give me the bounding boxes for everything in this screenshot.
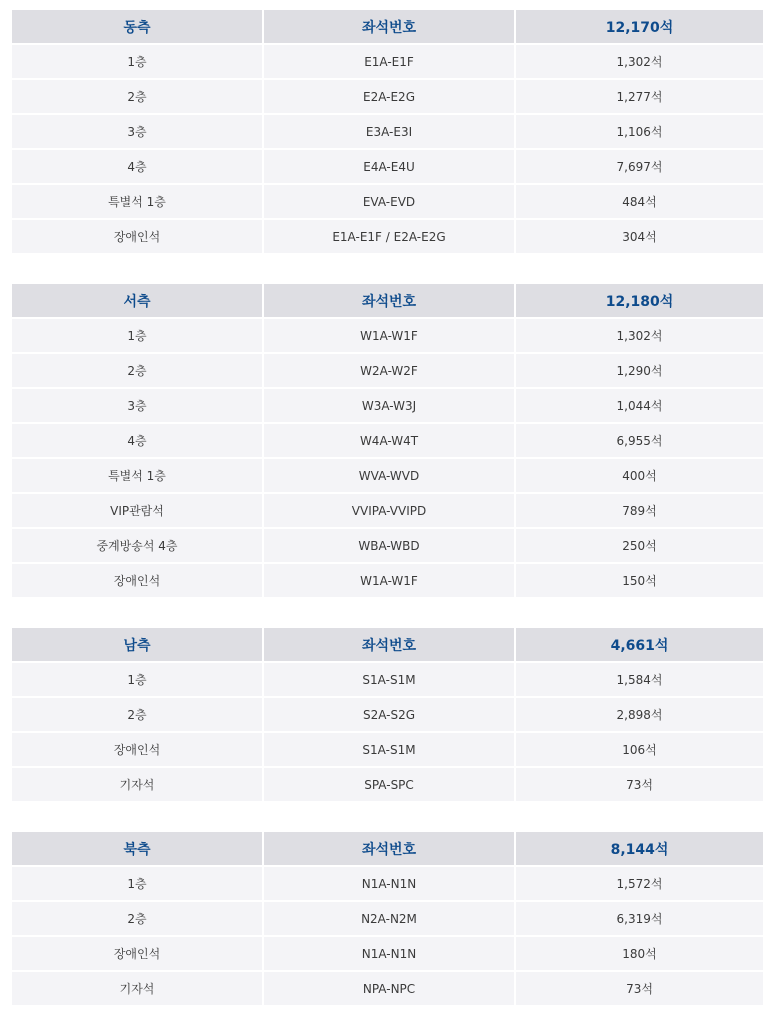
- seat-count-cell: 73석: [514, 970, 763, 1005]
- floor-cell: 2층: [12, 900, 262, 935]
- table-row: [12, 696, 763, 731]
- zone-header: 서측: [12, 284, 262, 317]
- floor-cell: 중계방송석 4층: [12, 527, 262, 562]
- floor-cell: 2층: [12, 696, 262, 731]
- seat-range-cell: EVA-EVD: [262, 183, 514, 218]
- table-row: [12, 43, 763, 78]
- seat-count-cell: 106석: [514, 731, 763, 766]
- floor-cell: 특별석 1층: [12, 457, 262, 492]
- seat-range-cell: NPA-NPC: [262, 970, 514, 1005]
- table-row: [12, 148, 763, 183]
- seat-number-header: 좌석번호: [262, 628, 514, 661]
- seat-range-cell: S1A-S1M: [262, 731, 514, 766]
- floor-cell: 3층: [12, 387, 262, 422]
- zone-header: 북측: [12, 832, 262, 865]
- floor-cell: VIP관람석: [12, 492, 262, 527]
- table-row: [12, 970, 763, 1005]
- table-row: [12, 422, 763, 457]
- table-header-row: [12, 832, 763, 865]
- table-row: [12, 562, 763, 597]
- seat-count-cell: 1,584석: [514, 661, 763, 696]
- seat-count-cell: 1,302석: [514, 43, 763, 78]
- floor-cell: 기자석: [12, 970, 262, 1005]
- seat-range-cell: N1A-N1N: [262, 865, 514, 900]
- floor-cell: 2층: [12, 352, 262, 387]
- seat-range-cell: E1A-E1F / E2A-E2G: [262, 218, 514, 253]
- floor-cell: 2층: [12, 78, 262, 113]
- table-header-row: [12, 284, 763, 317]
- seat-count-cell: 1,572석: [514, 865, 763, 900]
- seat-table-east: [12, 10, 763, 253]
- seat-count-cell: 304석: [514, 218, 763, 253]
- seat-count-cell: 789석: [514, 492, 763, 527]
- zone-total-header: 4,661석: [514, 628, 763, 661]
- table-row: [12, 183, 763, 218]
- seat-count-cell: 1,044석: [514, 387, 763, 422]
- seat-table-west: [12, 284, 763, 597]
- zone-total-header: 12,180석: [514, 284, 763, 317]
- seat-table-south: [12, 628, 763, 801]
- floor-cell: 1층: [12, 317, 262, 352]
- zone-total-header: 8,144석: [514, 832, 763, 865]
- seat-count-cell: 7,697석: [514, 148, 763, 183]
- seat-range-cell: E2A-E2G: [262, 78, 514, 113]
- floor-cell: 기자석: [12, 766, 262, 801]
- zone-header: 남측: [12, 628, 262, 661]
- floor-cell: 장애인석: [12, 731, 262, 766]
- table-header-row: [12, 10, 763, 43]
- seat-range-cell: S1A-S1M: [262, 661, 514, 696]
- seat-count-cell: 150석: [514, 562, 763, 597]
- floor-cell: 1층: [12, 43, 262, 78]
- seat-range-cell: W4A-W4T: [262, 422, 514, 457]
- floor-cell: 1층: [12, 661, 262, 696]
- table-row: [12, 661, 763, 696]
- table-row: [12, 317, 763, 352]
- seat-range-cell: WBA-WBD: [262, 527, 514, 562]
- zone-total-header: 12,170석: [514, 10, 763, 43]
- seat-range-cell: W1A-W1F: [262, 562, 514, 597]
- floor-cell: 1층: [12, 865, 262, 900]
- seat-range-cell: S2A-S2G: [262, 696, 514, 731]
- seat-range-cell: E1A-E1F: [262, 43, 514, 78]
- seat-number-header: 좌석번호: [262, 284, 514, 317]
- floor-cell: 장애인석: [12, 218, 262, 253]
- seat-range-cell: WVA-WVD: [262, 457, 514, 492]
- seat-count-cell: 180석: [514, 935, 763, 970]
- seat-range-cell: W1A-W1F: [262, 317, 514, 352]
- table-row: [12, 113, 763, 148]
- seat-range-cell: W3A-W3J: [262, 387, 514, 422]
- table-row: [12, 731, 763, 766]
- table-row: [12, 935, 763, 970]
- floor-cell: 장애인석: [12, 562, 262, 597]
- seat-count-cell: 400석: [514, 457, 763, 492]
- seat-table-north: [12, 832, 763, 1005]
- seat-count-cell: 1,106석: [514, 113, 763, 148]
- seat-count-cell: 1,290석: [514, 352, 763, 387]
- table-row: [12, 865, 763, 900]
- seat-number-header: 좌석번호: [262, 10, 514, 43]
- seat-range-cell: E3A-E3I: [262, 113, 514, 148]
- zone-header: 동측: [12, 10, 262, 43]
- table-row: [12, 78, 763, 113]
- seat-count-cell: 6,319석: [514, 900, 763, 935]
- seat-range-cell: N2A-N2M: [262, 900, 514, 935]
- table-row: [12, 766, 763, 801]
- seat-range-cell: E4A-E4U: [262, 148, 514, 183]
- table-header-row: [12, 628, 763, 661]
- seat-range-cell: W2A-W2F: [262, 352, 514, 387]
- seat-count-cell: 2,898석: [514, 696, 763, 731]
- floor-cell: 4층: [12, 422, 262, 457]
- seat-count-cell: 484석: [514, 183, 763, 218]
- seat-count-cell: 250석: [514, 527, 763, 562]
- table-row: [12, 527, 763, 562]
- floor-cell: 4층: [12, 148, 262, 183]
- table-row: [12, 457, 763, 492]
- floor-cell: 특별석 1층: [12, 183, 262, 218]
- seat-count-cell: 6,955석: [514, 422, 763, 457]
- table-row: [12, 492, 763, 527]
- seat-count-cell: 73석: [514, 766, 763, 801]
- seat-count-cell: 1,277석: [514, 78, 763, 113]
- seat-number-header: 좌석번호: [262, 832, 514, 865]
- floor-cell: 장애인석: [12, 935, 262, 970]
- seat-range-cell: SPA-SPC: [262, 766, 514, 801]
- seat-range-cell: VVIPA-VVIPD: [262, 492, 514, 527]
- table-row: [12, 352, 763, 387]
- seat-range-cell: N1A-N1N: [262, 935, 514, 970]
- table-row: [12, 387, 763, 422]
- seat-count-cell: 1,302석: [514, 317, 763, 352]
- floor-cell: 3층: [12, 113, 262, 148]
- table-row: [12, 218, 763, 253]
- table-row: [12, 900, 763, 935]
